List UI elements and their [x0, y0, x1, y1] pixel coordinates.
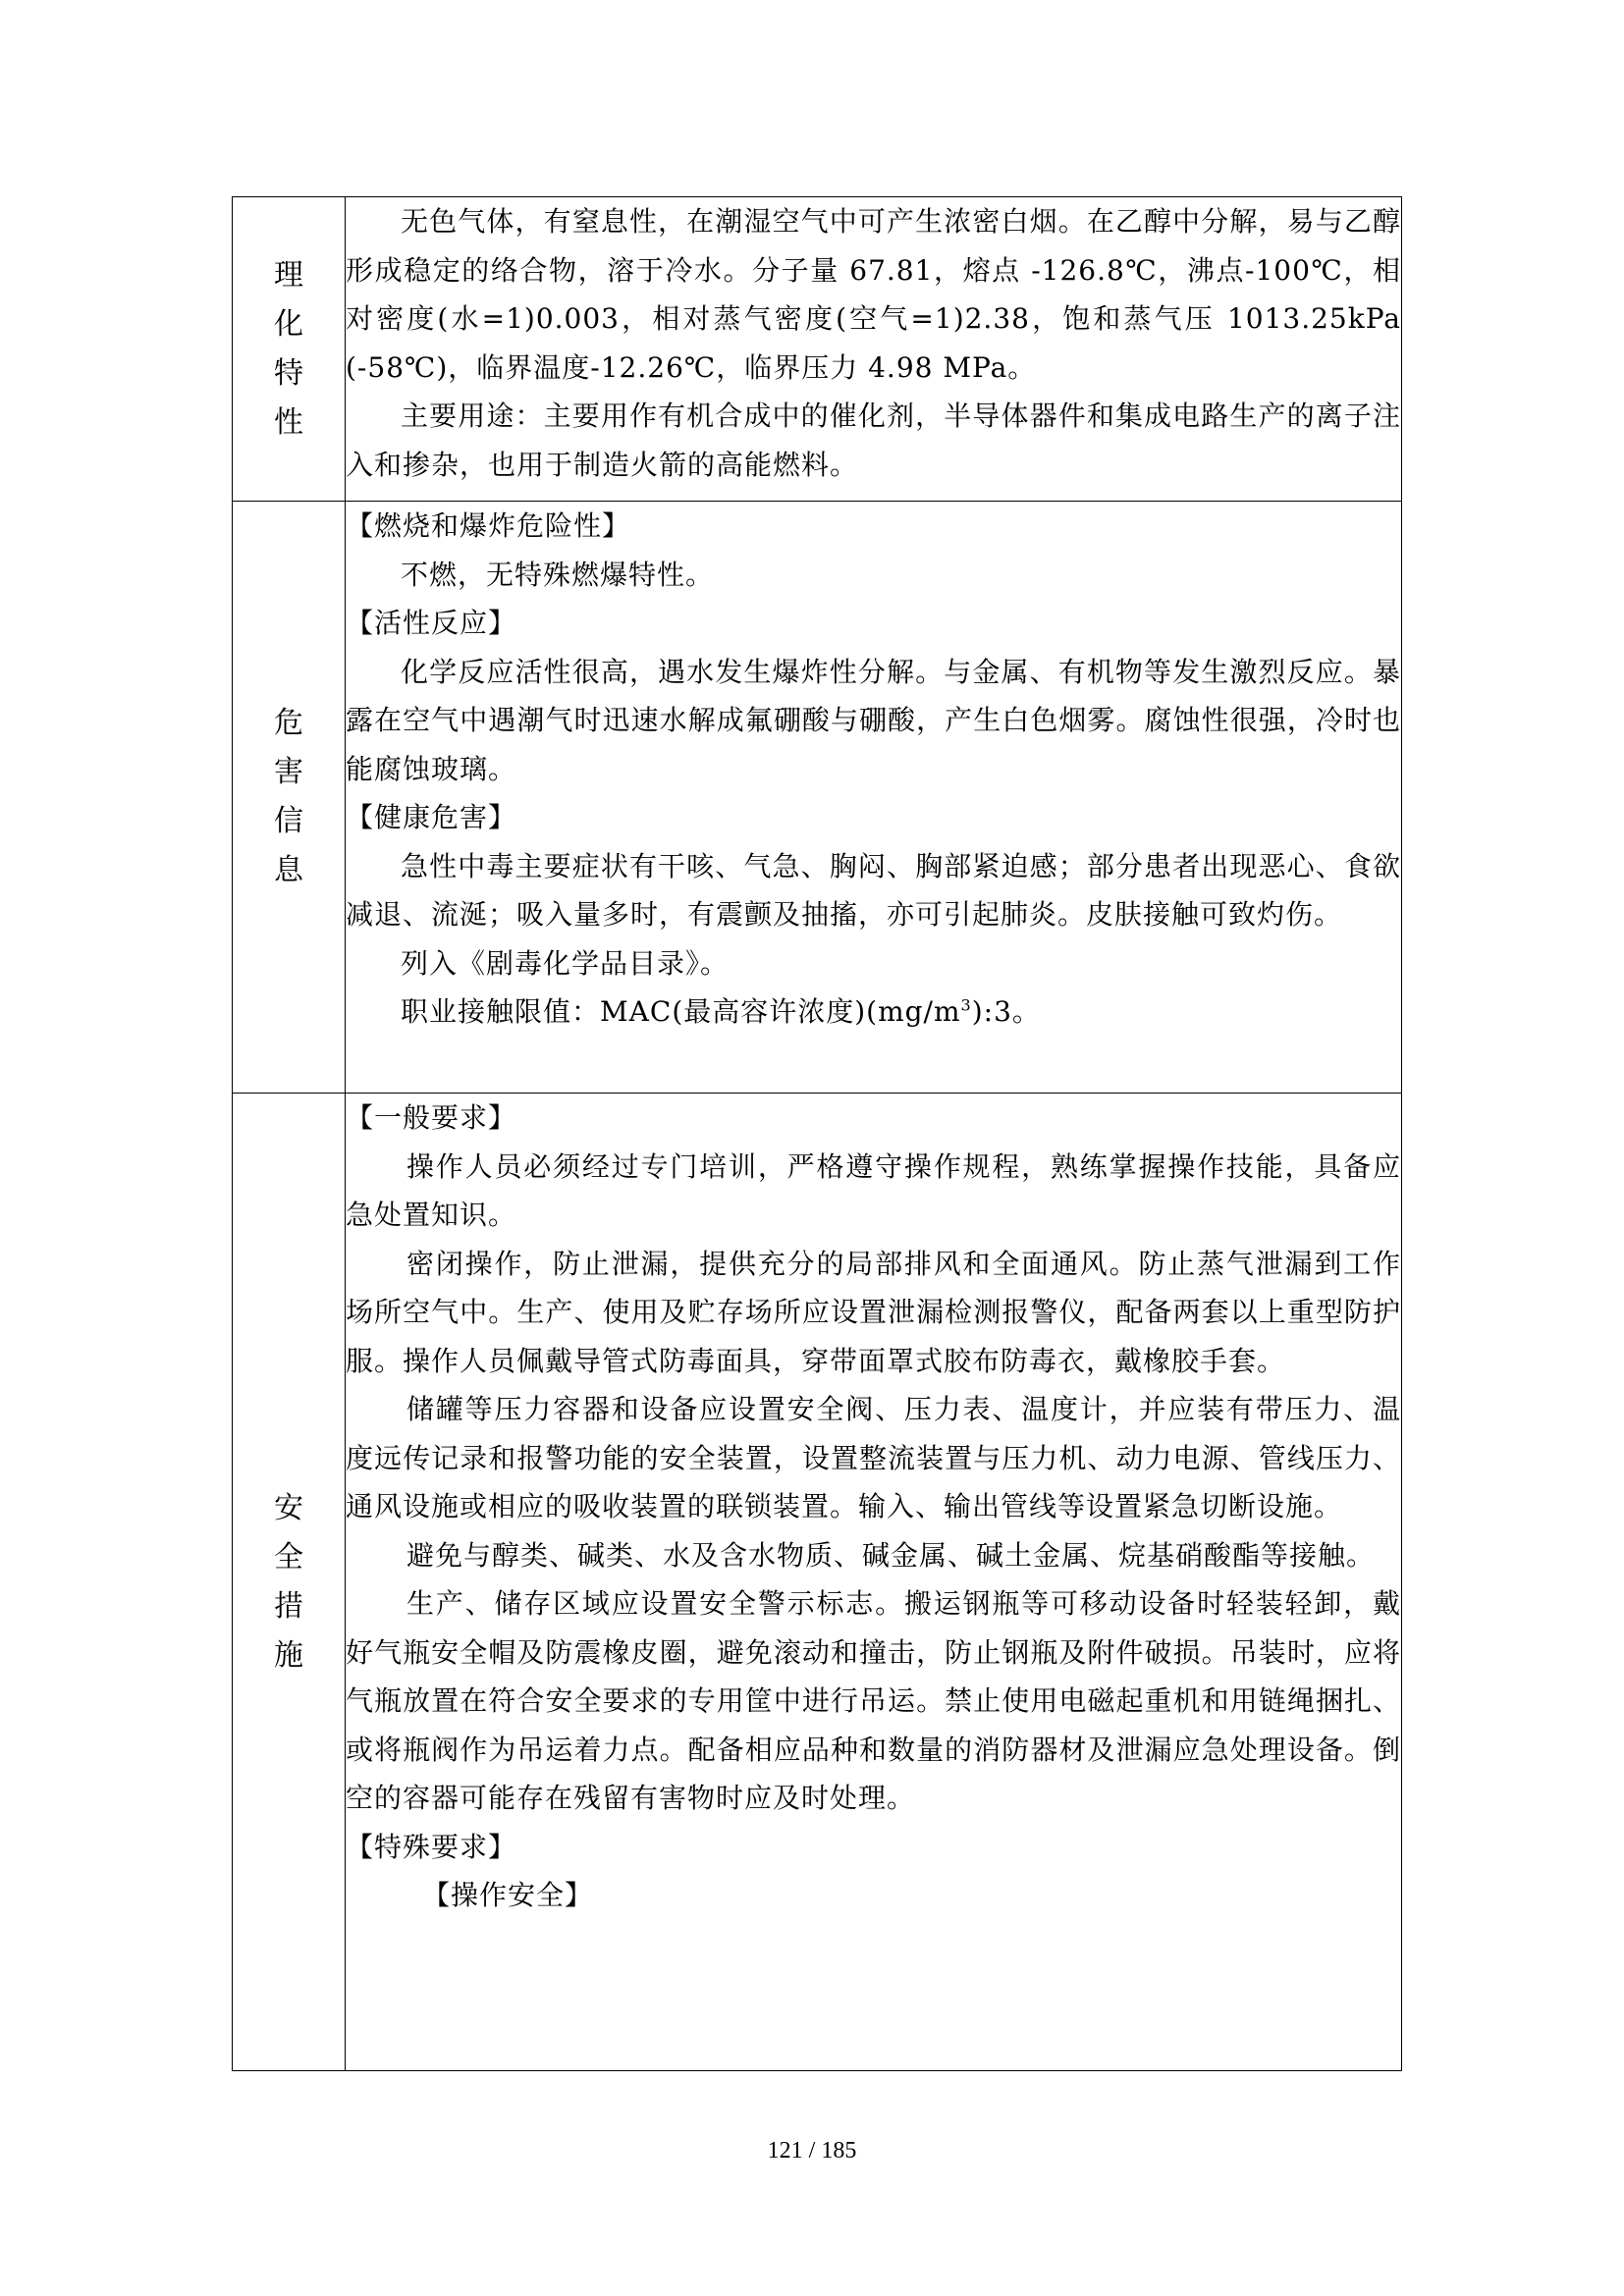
table-row — [233, 197, 1402, 502]
subsection-heading: 【操作安全】 — [422, 1879, 594, 1911]
table-row — [233, 502, 1402, 1094]
hazard-paragraph: 化学反应活性很高，遇水发生爆炸性分解。与金属、有机物等发生激烈反应。暴露在空气中遇潮气时迅速水解成氟硼酸与硼酸，产生白色烟雾。腐蚀性很强，冷时也能腐蚀玻璃。 — [346, 655, 1401, 785]
section-heading: 【燃烧和爆炸危险性】 — [346, 509, 631, 542]
safety-content — [346, 1094, 1402, 2071]
hazard-paragraph: 不燃，无特殊燃爆特性。 — [401, 558, 715, 591]
page-number: 121 / 185 — [767, 2138, 857, 2163]
row-label-hazard: 危 害 信 息 — [233, 502, 346, 1094]
usage-paragraph: 主要用途：主要用作有机合成中的催化剂，半导体器件和集成电路生产的离子注入和掺杂，也用于制造火箭的高能燃料。 — [346, 400, 1401, 481]
hazard-paragraph: 急性中毒主要症状有干咳、气急、胸闷、胸部紧迫感；部分患者出现恶心、食欲减退、流涎；吸入量多时，有震颤及抽搐，亦可引起肺炎。皮肤接触可致灼伤。 — [346, 849, 1401, 931]
safety-paragraph: 生产、储存区域应设置安全警示标志。搬运钢瓶等可移动设备时轻装轻卸，戴好气瓶安全帽及防震橡皮圈，避免滚动和撞击，防止钢瓶及附件破损。吊装时，应将气瓶放置在符合安全要求的专用筐中进行吊运。禁止使用电磁起重机和用链绳捆扎、或将瓶阀作为吊运着力点。配备相应品种和数量的消防器材及泄漏应急处理设备。倒空的容器可能存在残留有害物时应及时处理。 — [346, 1587, 1401, 1814]
table-row — [233, 1094, 1402, 2071]
safety-paragraph: 储罐等压力容器和设备应设置安全阀、压力表、温度计，并应装有带压力、温度远传记录和报警功能的安全装置，设置整流装置与压力机、动力电源、管线压力、通风设施或相应的吸收装置的联锁装置。输入、输出管线等设置紧急切断设施。 — [346, 1393, 1401, 1522]
safety-paragraph: 操作人员必须经过专门培训，严格遵守操作规程，熟练掌握操作技能，具备应急处置知识。 — [346, 1149, 1401, 1231]
hazard-paragraph: 列入《剧毒化学品目录》。 — [401, 946, 730, 980]
chemical-info-table — [232, 196, 1402, 2071]
exposure-limit: 职业接触限值：MAC(最高容许浓度)$(mg/m^3):3$。 — [401, 995, 1041, 1028]
safety-paragraph: 密闭操作，防止泄漏，提供充分的局部排风和全面通风。防止蒸气泄漏到工作场所空气中。生产、使用及贮存场所应设置泄漏检测报警仪，配备两套以上重型防护服。操作人员佩戴导管式防毒面具，穿带面罩式胶布防毒衣，戴橡胶手套。 — [346, 1247, 1401, 1377]
section-heading: 【特殊要求】 — [346, 1830, 517, 1863]
row-label-safety: 安 全 措 施 — [233, 1094, 346, 2071]
safety-paragraph: 避免与醇类、碱类、水及含水物质、碱金属、碱土金属、烷基硝酸酯等接触。 — [406, 1538, 1376, 1572]
hazard-content — [346, 502, 1402, 1094]
section-heading: 【活性反应】 — [346, 607, 517, 639]
section-heading: 【一般要求】 — [346, 1101, 517, 1134]
row-label-physchem: 理 化 特 性 — [233, 197, 346, 502]
physchem-content — [346, 197, 1402, 502]
physchem-paragraph: 无色气体，有窒息性，在潮湿空气中可产生浓密白烟。在乙醇中分解，易与乙醇形成稳定的络合物，溶于冷水。分子量 67.81，熔点 -126.8℃，沸点-100℃，相对密度(水=1)0.003，相对蒸气密度(空气=1)2.38，饱和蒸气压 1013.25kPa (-58℃)，临界温度-12.26℃，临界压力 4.98 MPa。 — [346, 205, 1401, 384]
section-heading: 【健康危害】 — [346, 801, 517, 833]
